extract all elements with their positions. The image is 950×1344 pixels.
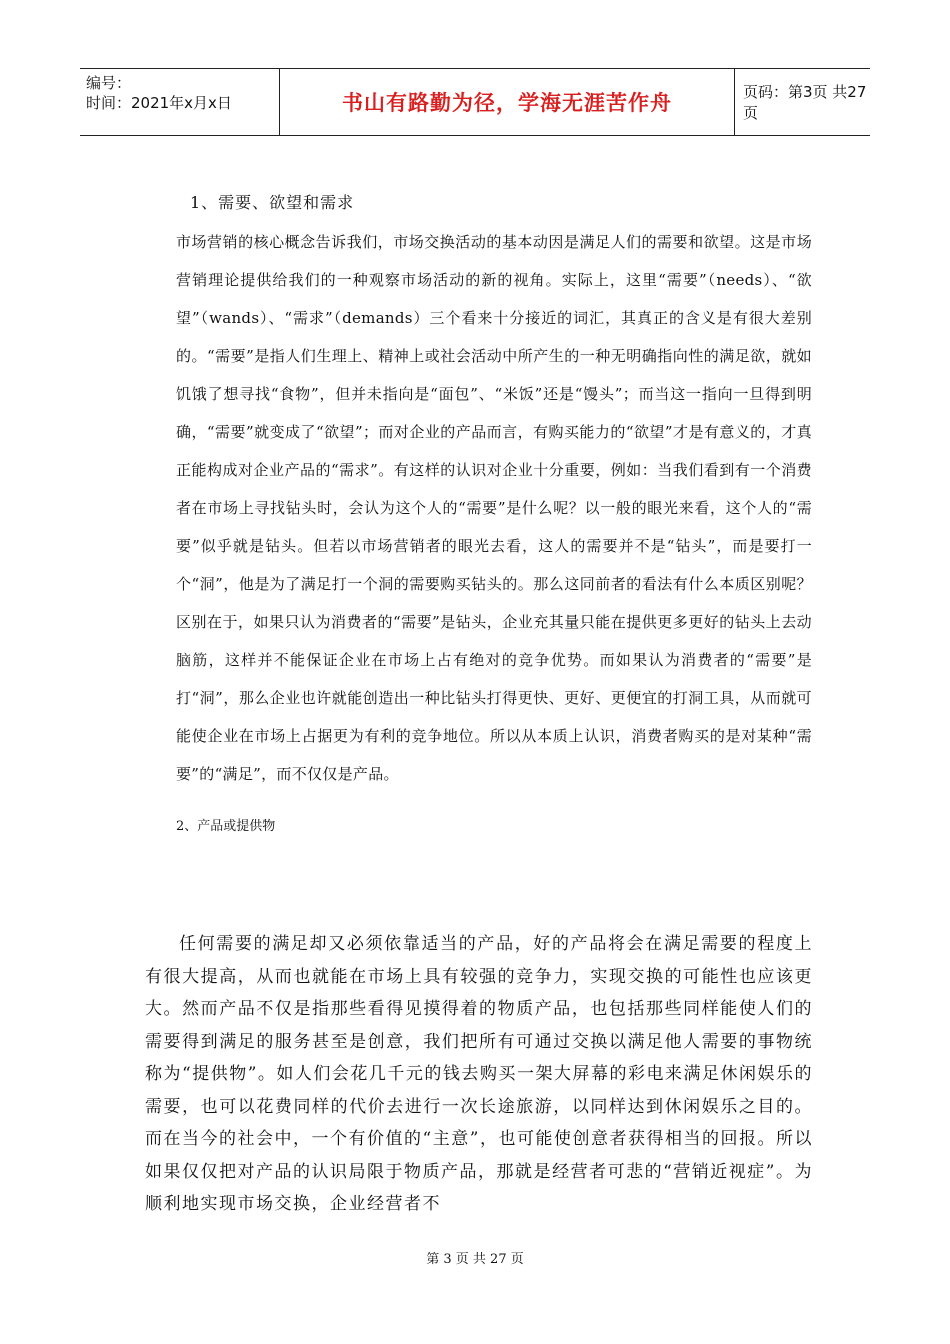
section-2-paragraph: 任何需要的满足却又必须依靠适当的产品，好的产品将会在满足需要的程度上有很大提高，从而也就能在市场上具有较强的竞争力，实现交换的可能性也应该更大。然而产品不仅是指那些看得见摸得着的物质产品，也包括那些同样能使人们的需要得到满足的服务甚至是创意，我们把所有可通过交换以满足他人需要的事物统称为“提供物”。如人们会花几千元的钱去购买一架大屏幕的彩电来满足休闲娱乐的需要，也可以花费同样的代价去进行一次长途旅游，以同样达到休闲娱乐之目的。而在当今的社会中，一个有价值的“主意”，也可能使创意者获得相当的回报。所以如果仅仅把对产品的认识局限于物质产品，那就是经营者可悲的“营销近视症”。为顺利地实现市场交换，企业经营者不 [145, 934, 813, 1214]
header-meta [80, 69, 280, 135]
header-motto-cell [280, 69, 735, 135]
section-1-paragraph: 市场营销的核心概念告诉我们，市场交换活动的基本动因是满足人们的需要和欲望。这是市场营销理论提供给我们的一种观察市场活动的新的视角。实际上，这里“需要”（needs）、“欲望”（wands）、“需求”（demands）三个看来十分接近的词汇，其真正的含义是有很大差别的。“需要”是指人们生理上、精神上或社会活动中所产生的一种无明确指向性的满足欲，就如饥饿了想寻找“食物”，但并未指向是“面包”、“米饭”还是“馒头”；而当这一指向一旦得到明确，“需要”就变成了“欲望”；而对企业的产品而言，有购买能力的“欲望”才是有意义的，才真正能构成对企业产品的“需求”。有这样的认识对企业十分重要，例如：当我们看到有一个消费者在市场上寻找钻头时，会认为这个人的“需要”是什么呢？以一般的眼光来看，这个人的“需要”似乎就是钻头。但若以市场营销者的眼光去看，这人的需要并不是“钻头”，而是要打一个“洞”，他是为了满足打一个洞的需要购买钻头的。那么这同前者的看法有什么本质区别呢？区别在于，如果只认为消费者的“需要”是钻头，企业充其量只能在提供更多更好的钻头上去动脑筋，这样并不能保证企业在市场上占有绝对的竞争优势。而如果认为消费者的“需要”是打“洞”，那么企业也许就能创造出一种比钻头打得更快、更好、更便宜的打洞工具，从而就可能使企业在市场上占据更为有利的竞争地位。所以从本质上认识，消费者购买的是对某种“需要”的“满足”，而不仅仅是产品。 [176, 233, 812, 783]
page-info: 页码：第3页 共27页 [743, 83, 867, 122]
page-footer: 第 3 页 共 27 页 [426, 1252, 524, 1267]
document-header [80, 68, 870, 136]
number-label: 编号： [86, 74, 132, 92]
section-1 [176, 190, 812, 860]
time-label: 时间：2021年x月x日 [86, 94, 232, 112]
header-page-info [735, 69, 870, 135]
section-2 [145, 928, 813, 1221]
section-1-heading: 1、需要、欲望和需求 [190, 193, 355, 212]
motto: 书山有路勤为径，学海无涯苦作舟 [342, 91, 672, 115]
section-2-heading: 2、产品或提供物 [176, 819, 276, 834]
